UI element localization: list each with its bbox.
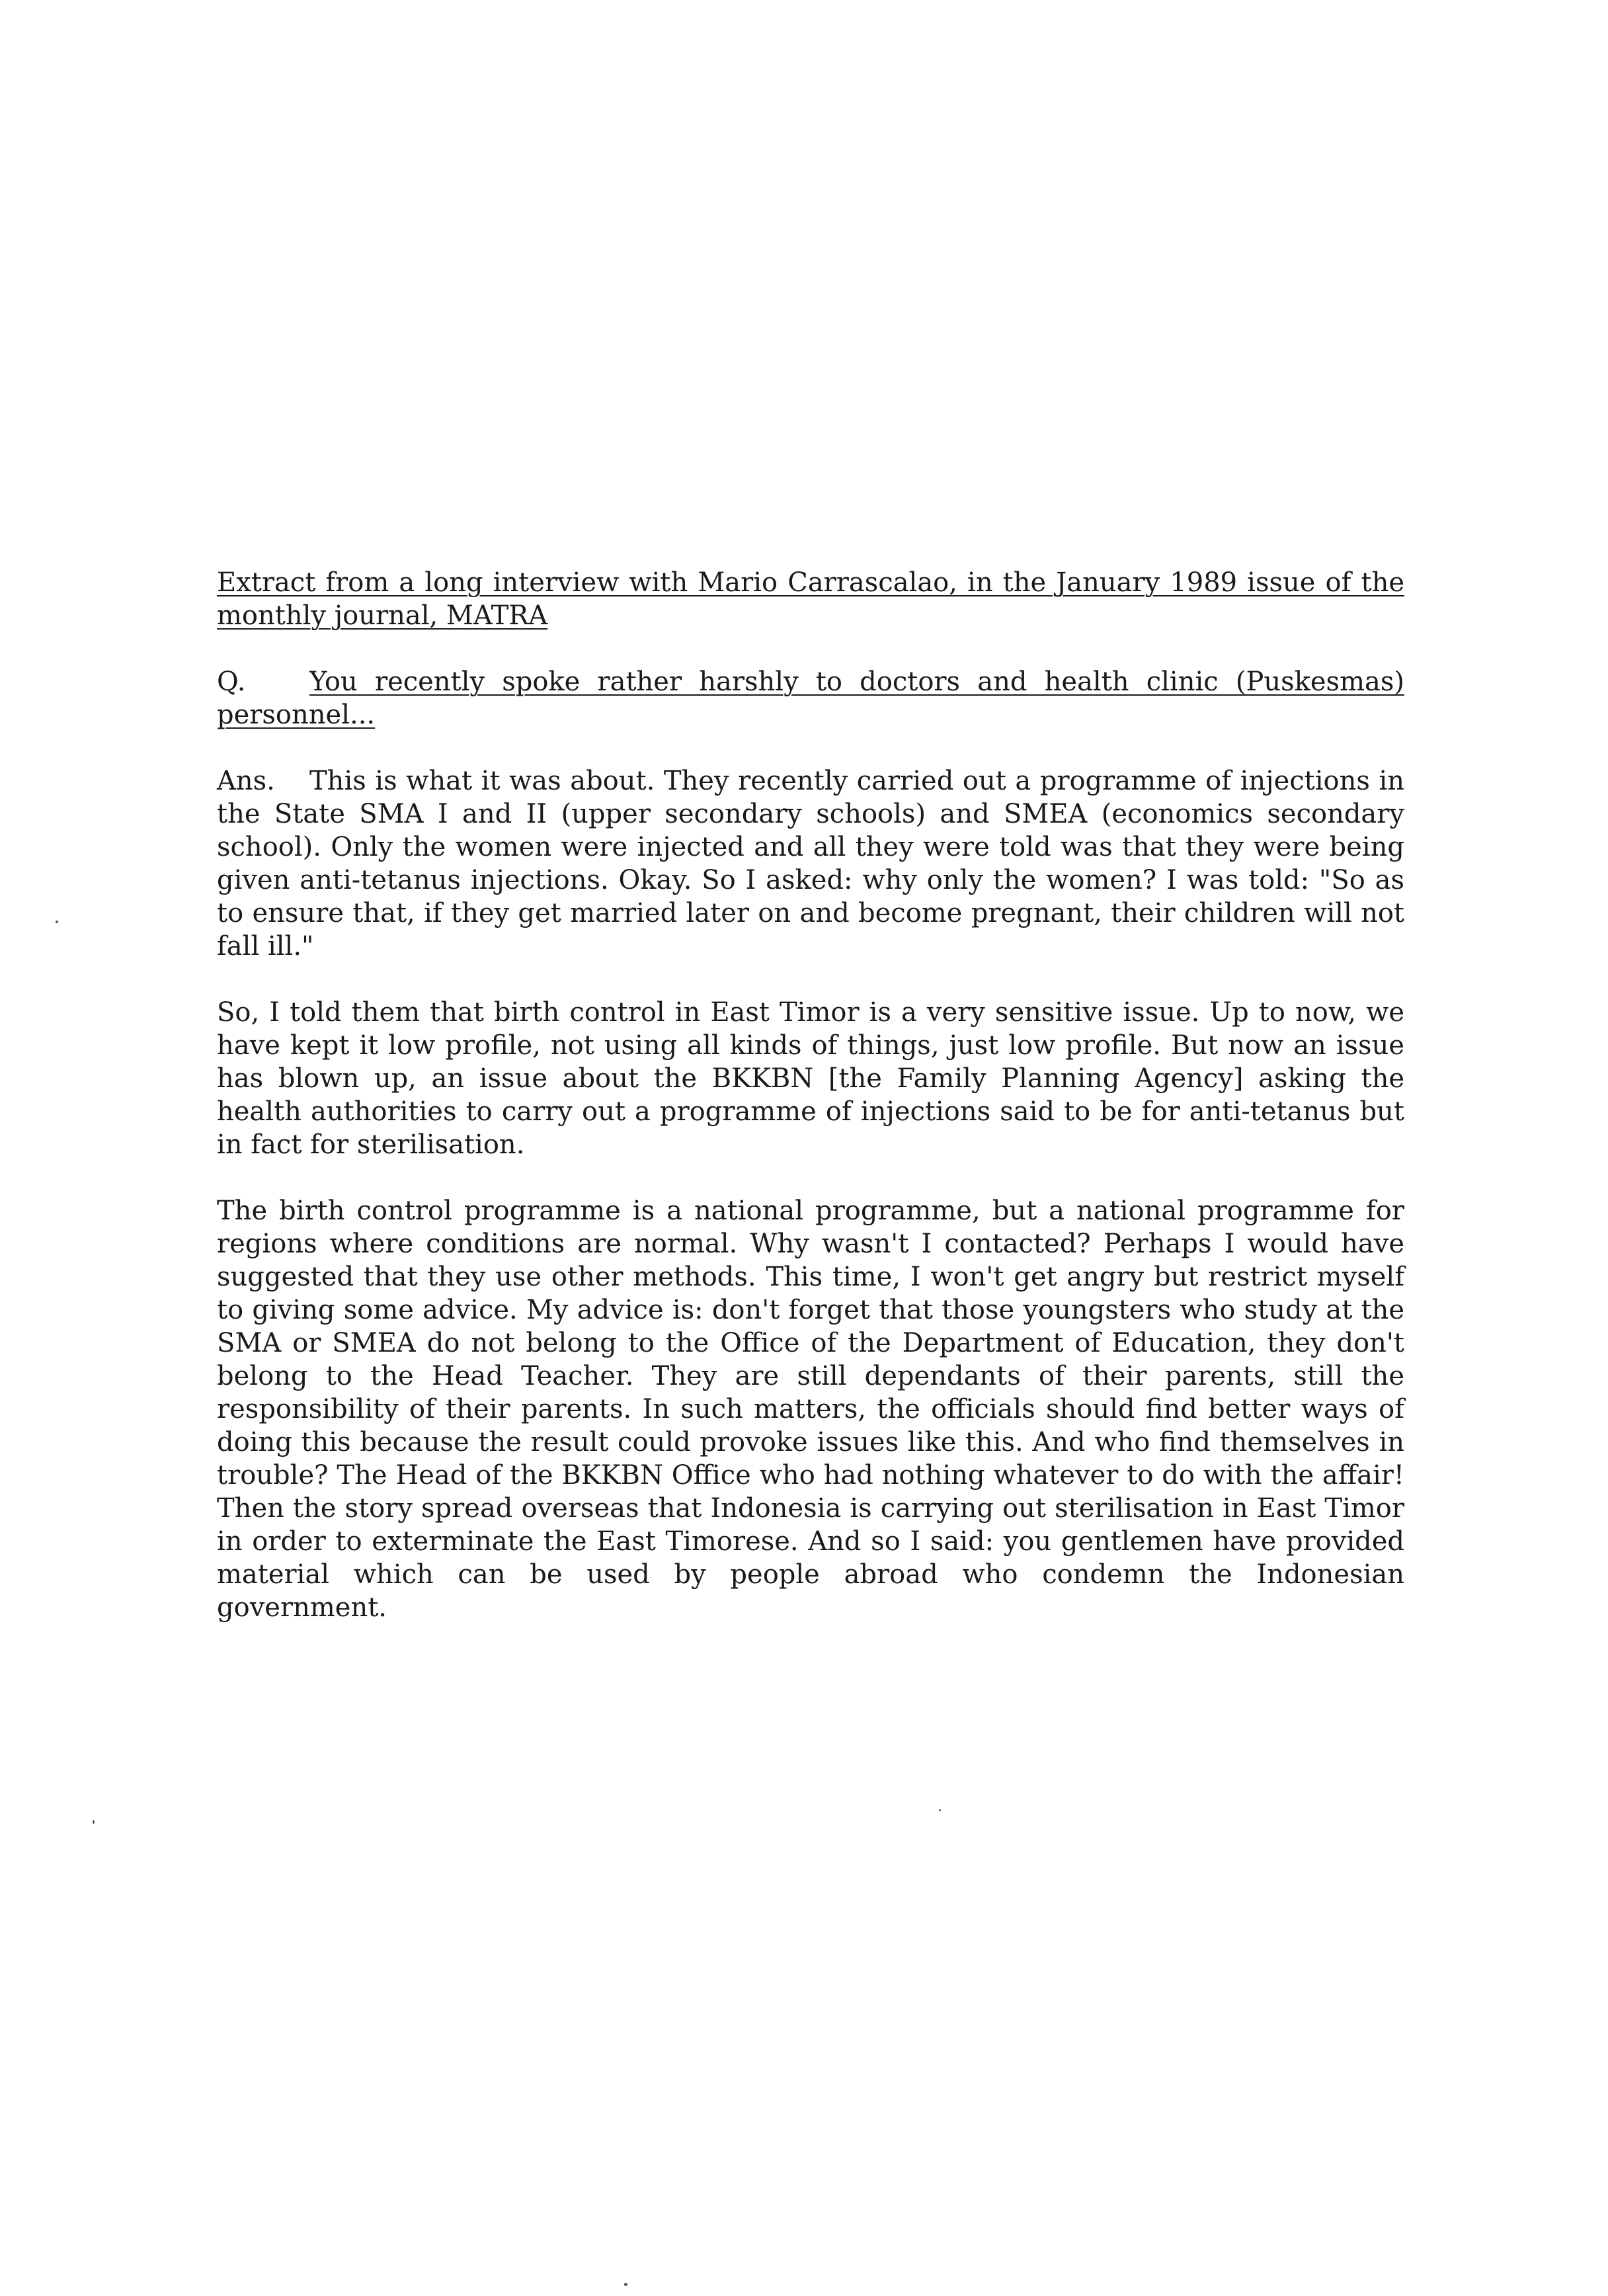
answer-paragraph-1 bbox=[217, 764, 1404, 963]
answer-paragraph-2: So, I told them that birth control in East Timor is a very sensitive issue. Up to now, we have kept it low profile, not using all kinds of things, just low profile. But now an issue has blown up, an issue about the BKKBN [the Family Planning Agency] asking the health authorities to carry out a programme of injections said to be for anti-tetanus but in fact for sterilisation. bbox=[217, 997, 1404, 1160]
scan-speck bbox=[939, 1809, 941, 1811]
answer-label: Ans. bbox=[217, 766, 275, 796]
interview-question bbox=[217, 665, 1404, 731]
question-label: Q. bbox=[217, 667, 246, 697]
scan-speck bbox=[93, 1820, 95, 1824]
question-text: You recently spoke rather harshly to doctors and health clinic (Puskesmas) personnel... bbox=[217, 667, 1404, 730]
answer-paragraph-1-text: This is what it was about. They recently carried out a programme of injections in the State SMA I and II (upper secondary schools) and SMEA (economics secondary school). Only the women were injected and all they were told was that they were being given anti-tetanus injections. Okay. So I asked: why only the women? I was told: "So as to ensure that, if they get married later on and become pregnant, their children will not fall ill." bbox=[217, 766, 1404, 962]
scan-speck bbox=[624, 2283, 627, 2286]
document-body bbox=[217, 566, 1404, 1657]
document-title: Extract from a long interview with Mario Carrascalao, in the January 1989 issue of the monthly journal, MATRA bbox=[217, 567, 1404, 631]
scan-speck bbox=[56, 921, 58, 923]
answer-paragraph-3: The birth control programme is a national programme, but a national programme for regions where conditions are normal. Why wasn't I contacted? Perhaps I would have suggested that they use other methods. This time, I won't get angry but restrict myself to giving some advice. My advice is: don't forget that those youngsters who study at the SMA or SMEA do not belong to the Office of the Department of Education, they don't belong to the Head Teacher. They are still dependants of their parents, still the responsibility of their parents. In such matters, the officials should find better ways of doing this because the result could provoke issues like this. And who find themselves in trouble? The Head of the BKKBN Office who had nothing whatever to do with the affair! Then the story spread overseas that Indonesia is carrying out sterilisation in East Timor in order to exterminate the East Timorese. And so I said: you gentlemen have provided material which can be used by people abroad who condemn the Indonesian government. bbox=[217, 1196, 1404, 1623]
